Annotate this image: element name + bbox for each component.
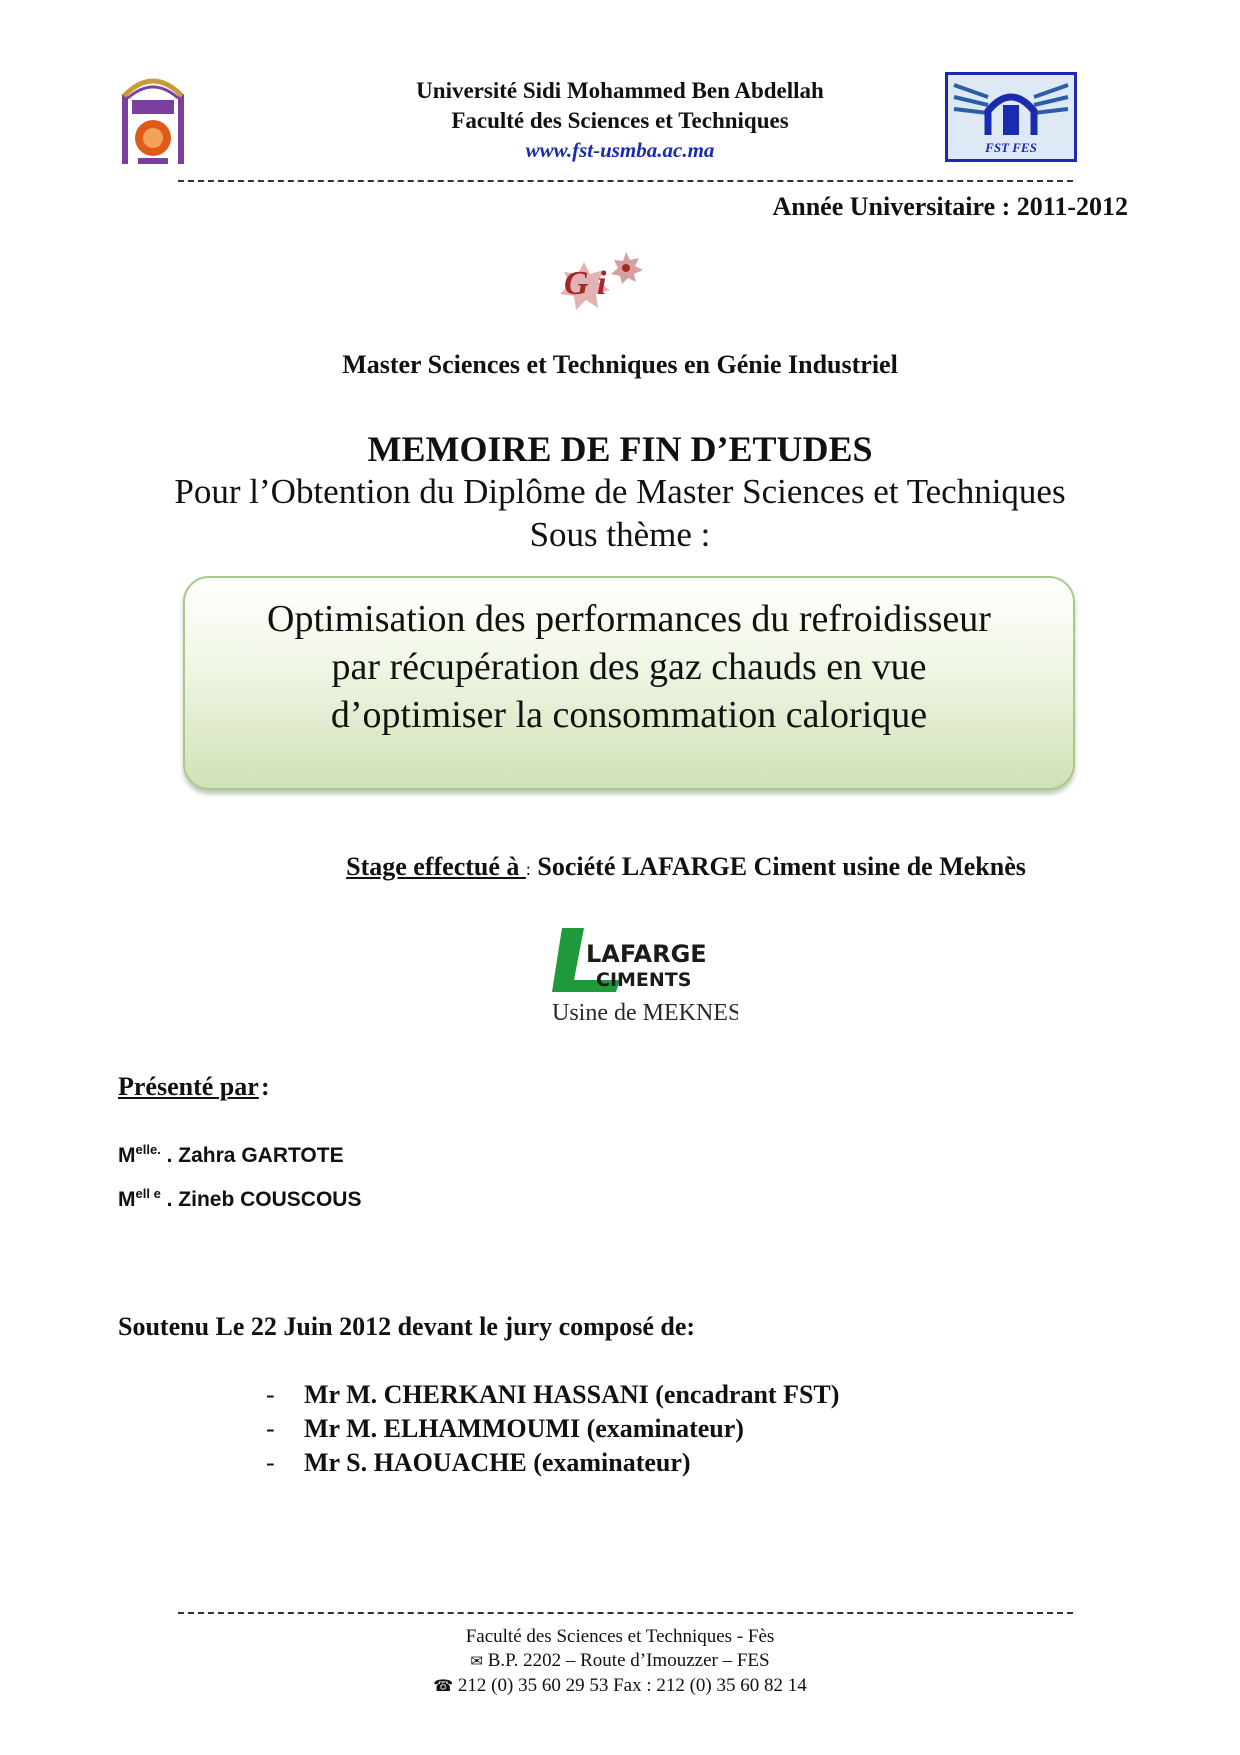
fst-logo-text: FST FES xyxy=(985,140,1037,155)
theme-line-1: Optimisation des performances du refroidisseur xyxy=(267,598,991,640)
lafarge-brand: LAFARGE xyxy=(586,940,707,968)
footer xyxy=(0,1625,1240,1699)
theme-line-2: par récupération des gaz chauds en vue xyxy=(331,646,927,688)
student-2-title: ell e xyxy=(135,1186,161,1201)
theme-line-3: d’optimiser la consommation calorique xyxy=(330,694,928,736)
jury-bullet-1: - xyxy=(266,1380,275,1409)
student-1 xyxy=(118,1142,344,1168)
header-block xyxy=(300,76,940,164)
mail-icon: ✉ xyxy=(470,1654,483,1670)
student-2 xyxy=(118,1186,361,1212)
footer-phone: 212 (0) 35 60 29 53 Fax : 212 (0) 35 60 82 14 xyxy=(457,1675,807,1696)
presented-by-colon: : xyxy=(261,1072,270,1101)
gi-logo-text: G i xyxy=(564,265,607,302)
jury-member-3: Mr S. HAOUACHE (examinateur) xyxy=(304,1448,691,1477)
internship-separator: : xyxy=(525,859,531,879)
lafarge-logo xyxy=(548,928,738,1028)
lafarge-product: CIMENTS xyxy=(596,969,692,991)
footer-faculty: Faculté des Sciences et Techniques - Fès xyxy=(465,1626,775,1647)
sub-theme-label: Sous thème : xyxy=(529,515,711,554)
student-2-name: . Zineb COUSCOUS xyxy=(160,1188,362,1211)
jury-bullet-3: - xyxy=(266,1448,275,1477)
student-1-prefix: M xyxy=(118,1144,136,1167)
university-logo xyxy=(118,72,188,168)
fst-logo xyxy=(945,72,1077,162)
faculty-name: Faculté des Sciences et Techniques xyxy=(451,108,789,133)
university-name: Université Sidi Mohammed Ben Abdellah xyxy=(416,78,824,103)
diploma-line: Pour l’Obtention du Diplôme de Master Sciences et Techniques xyxy=(174,472,1066,511)
website-link[interactable]: www.fst-usmba.ac.ma xyxy=(525,138,715,162)
internship-label: Stage effectué à xyxy=(346,852,526,881)
jury-bullet-2: - xyxy=(266,1414,275,1443)
student-1-name: . Zahra GARTOTE xyxy=(160,1144,344,1167)
presented-by-label: Présenté par xyxy=(118,1072,259,1101)
internship-line xyxy=(236,852,1136,882)
academic-year: Année Universitaire : 2011-2012 xyxy=(772,192,1128,221)
footer-address-line xyxy=(0,1649,1240,1674)
defense-line: Soutenu Le 22 Juin 2012 devant le jury composé de: xyxy=(118,1312,696,1341)
student-1-title: elle. xyxy=(135,1142,161,1157)
internship-place: Société LAFARGE Ciment usine de Meknès xyxy=(530,852,1026,881)
master-title: Master Sciences et Techniques en Génie Industriel xyxy=(342,350,898,379)
header-divider xyxy=(178,180,1073,182)
footer-divider xyxy=(178,1612,1073,1614)
phone-icon: ☎ xyxy=(433,1678,454,1695)
gi-logo xyxy=(540,248,650,322)
student-2-prefix: M xyxy=(118,1188,136,1211)
theme-text xyxy=(183,595,1075,739)
lafarge-site: Usine de MEKNES xyxy=(552,1000,738,1026)
memoire-title: MEMOIRE DE FIN D’ETUDES xyxy=(367,429,873,469)
footer-address: B.P. 2202 – Route d’Imouzzer – FES xyxy=(487,1650,770,1671)
jury-member-1: Mr M. CHERKANI HASSANI (encadrant FST) xyxy=(304,1380,840,1409)
jury-member-2: Mr M. ELHAMMOUMI (examinateur) xyxy=(304,1414,744,1443)
footer-phone-line xyxy=(0,1674,1240,1699)
